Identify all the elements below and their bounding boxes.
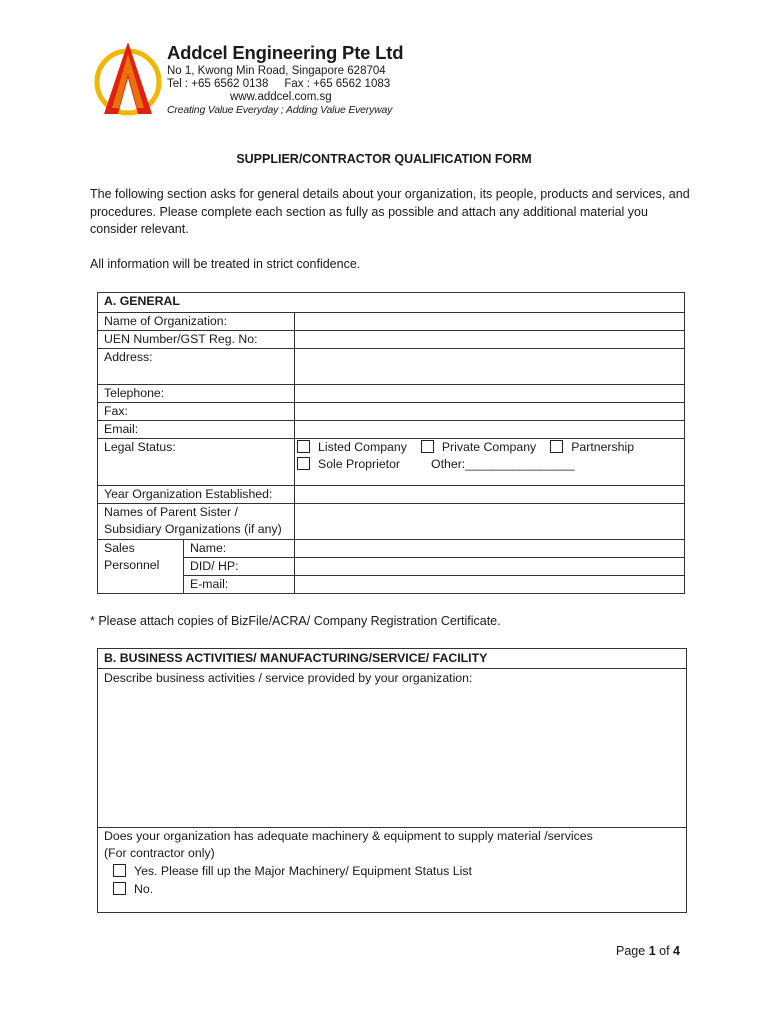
intro-paragraph: The following section asks for general details about your organization, its people, products and services, and procedures. Please complete each section as fully as possible and attach any additional material you consider relevant. xyxy=(90,187,690,236)
private-company-label: Private Company xyxy=(441,440,537,454)
fax-field[interactable] xyxy=(295,403,685,421)
company-address: No 1, Kwong Min Road, Singapore 628704 xyxy=(167,65,386,77)
parent-orgs-label-line2: Subsidiary Organizations (if any) xyxy=(104,522,282,536)
page-word: Page xyxy=(616,944,646,958)
machinery-question-line1: Does your organization has adequate machinery & equipment to supply material /services xyxy=(104,829,593,843)
business-description-field[interactable] xyxy=(98,669,686,828)
company-name: Addcel Engineering Pte Ltd xyxy=(167,42,404,63)
listed-company-checkbox[interactable] xyxy=(297,440,310,453)
org-name-field[interactable] xyxy=(295,313,685,331)
legal-status-options xyxy=(295,439,685,486)
machinery-question-line2: (For contractor only) xyxy=(104,846,215,860)
telephone-label: Telephone: xyxy=(98,385,295,403)
option-no-row xyxy=(98,880,686,898)
legal-status-label: Legal Status: xyxy=(98,439,295,486)
sales-did-field[interactable] xyxy=(295,558,685,576)
sales-email-field[interactable] xyxy=(295,576,685,594)
parent-orgs-label xyxy=(98,504,295,540)
fax-label: Fax: xyxy=(98,403,295,421)
year-established-field[interactable] xyxy=(295,486,685,504)
option-no-label: No. xyxy=(134,882,154,896)
yes-checkbox[interactable] xyxy=(113,864,126,877)
company-logo xyxy=(92,40,164,118)
sales-label-line2: Personnel xyxy=(104,558,160,572)
company-tel-fax: Tel : +65 6562 0138 Fax : +65 6562 1083 xyxy=(167,78,391,90)
no-checkbox[interactable] xyxy=(113,882,126,895)
machinery-question xyxy=(98,828,686,862)
total-pages: 4 xyxy=(673,944,680,958)
page-number xyxy=(616,944,680,958)
sole-proprietor-checkbox[interactable] xyxy=(297,457,310,470)
sales-name-field[interactable] xyxy=(295,540,685,558)
address-field[interactable] xyxy=(295,349,685,385)
sales-name-label: Name: xyxy=(184,540,295,558)
telephone-field[interactable] xyxy=(295,385,685,403)
sales-email-label: E-mail: xyxy=(184,576,295,594)
company-website: www.addcel.com.sg xyxy=(230,91,332,103)
uen-field[interactable] xyxy=(295,331,685,349)
company-tagline: Creating Value Everyday ; Adding Value Everyway xyxy=(167,104,393,116)
year-established-label: Year Organization Established: xyxy=(98,486,295,504)
section-b-heading: B. BUSINESS ACTIVITIES/ MANUFACTURING/SERVICE/ FACILITY xyxy=(98,649,686,669)
company-header xyxy=(167,41,403,117)
sales-did-label: DID/ HP: xyxy=(184,558,295,576)
sales-label-line1: Sales xyxy=(104,541,135,555)
sales-personnel-label xyxy=(98,540,184,594)
partnership-checkbox[interactable] xyxy=(550,440,563,453)
current-page: 1 xyxy=(648,944,656,958)
section-a-heading: A. GENERAL xyxy=(98,293,685,313)
partnership-label: Partnership xyxy=(571,440,635,454)
listed-company-label: Listed Company xyxy=(318,440,407,454)
other-status-field[interactable]: Other:________________ xyxy=(431,457,575,471)
of-word: of xyxy=(659,944,670,958)
email-label: Email: xyxy=(98,421,295,439)
parent-orgs-field[interactable] xyxy=(295,504,685,540)
address-label: Address: xyxy=(98,349,295,385)
business-activities-section xyxy=(97,648,687,913)
confidentiality-note: All information will be treated in strict confidence. xyxy=(90,257,361,271)
org-name-label: Name of Organization: xyxy=(98,313,295,331)
general-section-table xyxy=(97,292,685,594)
business-description-label: Describe business activities / service provided by your organization: xyxy=(104,671,473,685)
email-field[interactable] xyxy=(295,421,685,439)
sole-proprietor-label: Sole Proprietor xyxy=(318,457,401,471)
parent-orgs-label-line1: Names of Parent Sister / xyxy=(104,505,238,519)
uen-label: UEN Number/GST Reg. No: xyxy=(98,331,295,349)
option-yes-row xyxy=(98,862,686,880)
option-yes-label: Yes. Please fill up the Major Machinery/ Equipment Status List xyxy=(134,864,472,878)
attachment-note: * Please attach copies of BizFile/ACRA/ Company Registration Certificate. xyxy=(90,614,501,628)
private-company-checkbox[interactable] xyxy=(421,440,434,453)
form-title: SUPPLIER/CONTRACTOR QUALIFICATION FORM xyxy=(236,152,532,166)
